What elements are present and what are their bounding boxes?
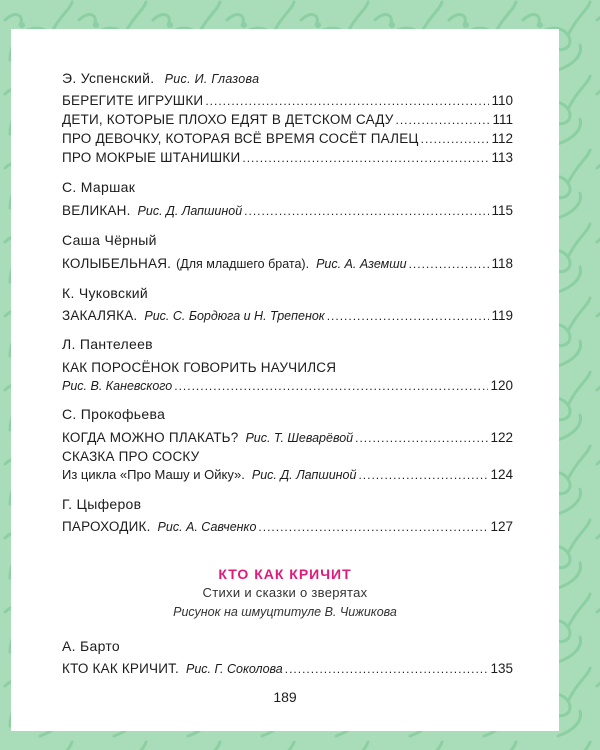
toc-row[interactable]: [62, 430, 513, 445]
toc-page-number: 115: [491, 203, 513, 218]
author-name: Э. Успенский.: [62, 70, 155, 86]
leader-dots: [205, 94, 489, 108]
author-name: К. Чуковский: [62, 285, 148, 301]
author-name: С. Маршак: [62, 179, 136, 195]
author-name: А. Барто: [62, 638, 121, 654]
toc-group-prokofieva: [62, 406, 513, 422]
toc-row[interactable]: [62, 256, 513, 271]
toc-illustrator: Рис. В. Каневского: [62, 379, 173, 393]
toc-row[interactable]: [62, 449, 513, 464]
section-illustrator: Рисунок на шмуцтитуле В. Чижикова: [173, 605, 397, 619]
toc-page-number: 111: [492, 112, 513, 127]
toc-row[interactable]: [62, 519, 513, 534]
toc-title: ЗАКАЛЯКА.: [62, 308, 138, 323]
toc-page-number: 124: [490, 467, 513, 482]
leader-dots: [358, 468, 488, 482]
toc-page: [11, 29, 559, 731]
toc-illustrator: Рис. А. Аземши: [316, 257, 407, 271]
toc-illustrator: Рис. Д. Лапшиной: [251, 468, 357, 482]
toc-group-barto: [62, 638, 513, 654]
author-name: Г. Цыферов: [62, 496, 142, 512]
toc-title: КТО КАК КРИЧИТ.: [62, 661, 180, 676]
author-name: Л. Пантелеев: [62, 336, 153, 352]
toc-title: КОГДА МОЖНО ПЛАКАТЬ?: [62, 430, 239, 445]
toc-row[interactable]: [62, 360, 513, 375]
toc-subtitle: Из цикла «Про Машу и Ойку».: [62, 467, 245, 482]
toc-row[interactable]: [62, 661, 513, 676]
toc-page-number: 122: [490, 430, 513, 445]
author-name: Саша Чёрный: [62, 232, 157, 248]
toc-page-number: 120: [490, 378, 513, 393]
toc-page-number: 113: [491, 150, 513, 165]
toc-page-number: 119: [491, 308, 513, 323]
toc-page-number: 110: [491, 93, 513, 108]
toc-page-number: 135: [490, 661, 513, 676]
toc-title: КАК ПОРОСЁНОК ГОВОРИТЬ НАУЧИЛСЯ: [62, 360, 337, 375]
toc-group-panteleev: [62, 336, 513, 352]
section-title: КТО КАК КРИЧИТ: [218, 566, 352, 582]
leader-dots: [355, 431, 488, 445]
toc-group-sasha-cherny: [62, 232, 513, 248]
toc-row[interactable]: [62, 203, 513, 218]
toc-row[interactable]: [62, 150, 513, 165]
toc-illustrator: Рис. С. Бордюга и Н. Трепенок: [144, 309, 325, 323]
toc-title: ДЕТИ, КОТОРЫЕ ПЛОХО ЕДЯТ В ДЕТСКОМ САДУ: [62, 112, 394, 127]
toc-title: ПРО МОКРЫЕ ШТАНИШКИ: [62, 150, 241, 165]
page-number: 189: [273, 689, 297, 705]
toc-page-number: 112: [491, 131, 513, 146]
toc-row[interactable]: [62, 93, 513, 108]
toc-row[interactable]: [62, 131, 513, 146]
toc-group-uspensky: [62, 70, 513, 86]
section-subtitle: Стихи и сказки о зверятах: [202, 585, 368, 600]
leader-dots: [327, 309, 490, 323]
toc-illustrator: Рис. Т. Шеварёвой: [245, 431, 354, 445]
leader-dots: [244, 204, 489, 218]
toc-row[interactable]: [62, 112, 513, 127]
leader-dots: [285, 662, 489, 676]
author-line: [62, 70, 513, 86]
toc-illustrator: Рис. Г. Соколова: [186, 662, 283, 676]
leader-dots: [409, 257, 490, 271]
toc-title: КОЛЫБЕЛЬНАЯ.: [62, 256, 172, 271]
toc-page-number: 127: [490, 519, 513, 534]
toc-group-tsyferov: [62, 496, 513, 512]
author-illustrator: Рис. И. Глазова: [164, 72, 260, 86]
toc-group-marshak: [62, 179, 513, 195]
toc-page-number: 118: [491, 256, 513, 271]
toc-title: ПРО ДЕВОЧКУ, КОТОРАЯ ВСЁ ВРЕМЯ СОСЁТ ПАЛЕЦ: [62, 131, 419, 146]
leader-dots: [258, 520, 488, 534]
toc-title: БЕРЕГИТЕ ИГРУШКИ: [62, 93, 204, 108]
toc-group-chukovsky: [62, 285, 513, 301]
toc-title: ВЕЛИКАН.: [62, 203, 131, 218]
toc-illustrator: Рис. Д. Лапшиной: [137, 204, 243, 218]
toc-title: ПАРОХОДИК.: [62, 519, 151, 534]
leader-dots: [396, 113, 491, 127]
leader-dots: [421, 132, 490, 146]
toc-row[interactable]: [62, 378, 513, 393]
toc-row[interactable]: [62, 308, 513, 323]
author-name: С. Прокофьева: [62, 406, 166, 422]
toc-illustrator: Рис. А. Савченко: [157, 520, 257, 534]
leader-dots: [242, 151, 489, 165]
toc-subtitle: (Для младшего брата).: [176, 257, 310, 271]
leader-dots: [174, 379, 488, 393]
toc-row[interactable]: [62, 467, 513, 482]
toc-title: СКАЗКА ПРО СОСКУ: [62, 449, 200, 464]
